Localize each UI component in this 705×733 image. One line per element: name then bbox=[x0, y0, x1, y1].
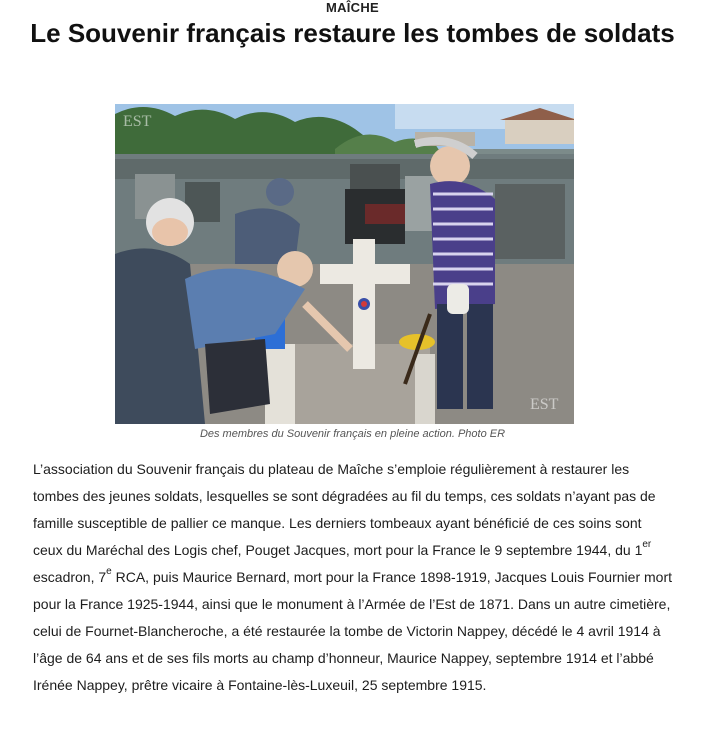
article-headline: Le Souvenir français restaure les tombes de soldats bbox=[30, 18, 675, 48]
article-body bbox=[33, 456, 673, 699]
section-kicker: MAÎCHE bbox=[325, 0, 380, 15]
photo-watermark-top: EST bbox=[123, 113, 152, 130]
article-photo bbox=[115, 104, 574, 424]
body-part-1: L’association du Souvenir français du plateau de Maîche s’emploie régulièrement à restaurer les tombes des jeunes soldats, lesquelles se sont dégradées au fil du temps, ces soldats n’ayant pas de famille susceptible de pallier ce manque. Les derniers tombeaux ayant bénéficié de ces soins sont ceux du Maréchal des Logis chef, Pouget Jacques, mort pour la France le 9 septembre 1944, du 1 bbox=[33, 461, 656, 558]
body-part-3: RCA, puis Maurice Bernard, mort pour la France 1898-1919, Jacques Louis Fournier mort pour la France 1925-1944, ainsi que le monument à l’Armée de l’Est de 1871. Dans un autre cimetière, celui de Fournet-Blancheroche, a été restaurée la tombe de Victorin Nappey, décédé le 4 avril 1914 à l’âge de 64 ans et de ses fils morts au champ d’honneur, Maurice Nappey, septembre 1914 et l’abbé Irénée Nappey, prêtre vicaire à Fontaine-lès-Luxeuil, 25 septembre 1915. bbox=[33, 569, 672, 693]
body-part-2: escadron, 7 bbox=[33, 569, 107, 585]
photo-caption: Des membres du Souvenir français en pleine action. Photo ER bbox=[199, 428, 506, 440]
ordinal-suffix-er: er bbox=[642, 539, 652, 551]
photo-watermark-bottom: EST bbox=[530, 396, 559, 413]
ordinal-suffix-e: e bbox=[106, 566, 112, 578]
